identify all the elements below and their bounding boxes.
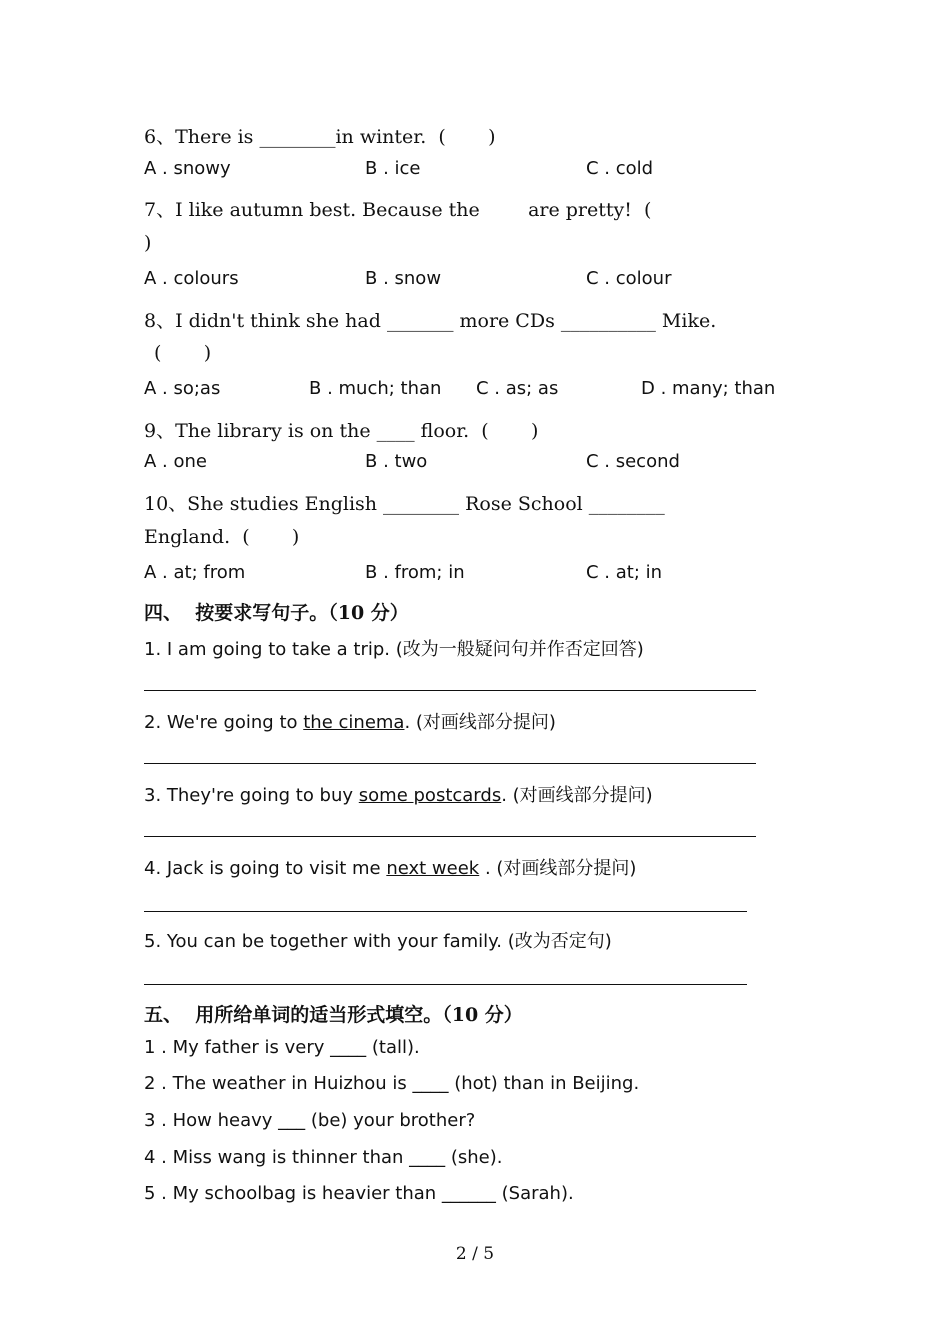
q7-option-b: B . snow: [365, 268, 442, 289]
section4-item-4: 4. Jack is going to visit me next week . (对画线部分提问): [144, 858, 637, 879]
q8-option-a: A . so;as: [144, 378, 221, 399]
q9-option-b: B . two: [365, 451, 428, 472]
section-4-title: 四、 按要求写句子。（10 分）: [144, 602, 409, 624]
q10-option-a: A . at; from: [144, 562, 246, 583]
answer-line-4[interactable]: [144, 911, 747, 912]
question-10-stem-cont: England. ( ): [144, 526, 300, 548]
q8-option-d: D . many; than: [641, 378, 776, 399]
question-7-stem-cont: ): [144, 232, 152, 254]
q7-option-a: A . colours: [144, 268, 239, 289]
section4-item-5: 5. You can be together with your family. (改为否定句): [144, 931, 612, 952]
section5-item-1: 1 . My father is very ____ (tall).: [144, 1037, 420, 1058]
underlined-phrase: some postcards: [358, 785, 502, 806]
q9-option-a: A . one: [144, 451, 207, 472]
section5-item-2: 2 . The weather in Huizhou is ____ (hot) than in Beijing.: [144, 1073, 640, 1094]
q8-option-b: B . much; than: [309, 378, 442, 399]
answer-line-5[interactable]: [144, 984, 747, 985]
section5-item-3: 3 . How heavy ___ (be) your brother?: [144, 1110, 476, 1131]
section4-item-2: 2. We're going to the cinema. (对画线部分提问): [144, 712, 556, 733]
question-8-stem: 8、I didn't think she had _______ more CDs __________ Mike.: [144, 310, 717, 332]
q10-option-b: B . from; in: [365, 562, 465, 583]
answer-line-1[interactable]: [144, 690, 756, 691]
q6-option-c: C . cold: [586, 158, 654, 179]
q10-option-c: C . at; in: [586, 562, 663, 583]
answer-line-3[interactable]: [144, 836, 756, 837]
question-8-stem-cont: ( ): [154, 342, 212, 364]
section5-item-4: 4 . Miss wang is thinner than ____ (she).: [144, 1147, 503, 1168]
page-number: 2 / 5: [455, 1244, 495, 1264]
q7-option-c: C . colour: [586, 268, 672, 289]
q8-option-c: C . as; as: [476, 378, 559, 399]
q6-option-b: B . ice: [365, 158, 421, 179]
underlined-phrase: the cinema: [303, 712, 405, 733]
section4-item-3: 3. They're going to buy some postcards. (对画线部分提问): [144, 785, 653, 806]
question-7-stem: 7、I like autumn best. Because the are pretty! (: [144, 199, 652, 221]
question-10-stem: 10、She studies English ________ Rose School ________: [144, 493, 665, 515]
section4-item-1: 1. I am going to take a trip. (改为一般疑问句并作否定回答): [144, 639, 644, 660]
q9-option-c: C . second: [586, 451, 680, 472]
answer-line-2[interactable]: [144, 763, 756, 764]
question-6-stem: 6、There is ________in winter. ( ): [144, 126, 496, 148]
section-5-title: 五、 用所给单词的适当形式填空。（10 分）: [144, 1004, 523, 1026]
q6-option-a: A . snowy: [144, 158, 231, 179]
underlined-phrase: next week: [386, 858, 480, 879]
question-9-stem: 9、The library is on the ____ floor. ( ): [144, 420, 539, 442]
section5-item-5: 5 . My schoolbag is heavier than ______ (Sarah).: [144, 1183, 574, 1204]
